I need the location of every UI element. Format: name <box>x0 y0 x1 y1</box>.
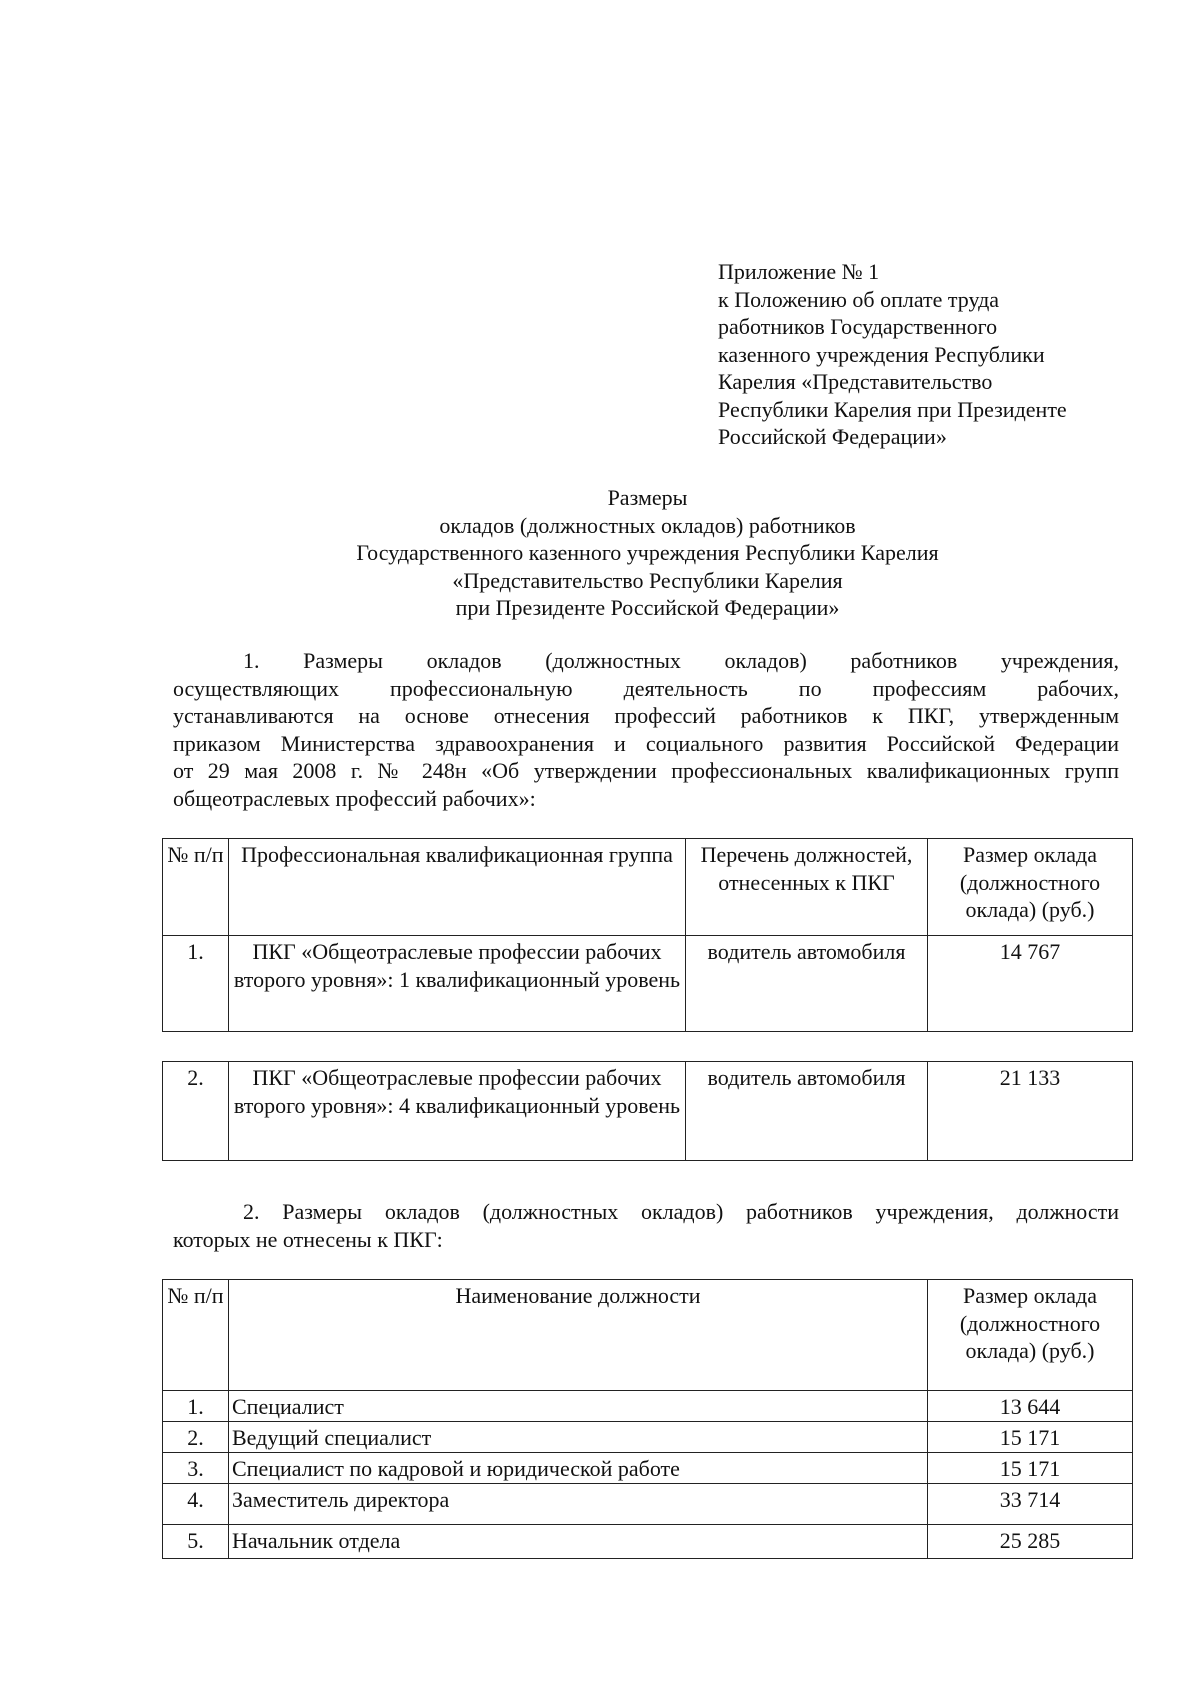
cell-name: Специалист <box>229 1391 928 1422</box>
table-row <box>163 1421 1133 1452</box>
header-name: Наименование должности <box>229 1280 928 1391</box>
header-group: Профессиональная квалификационная группа <box>229 839 686 936</box>
appendix-block <box>718 258 1138 451</box>
cell-name: Заместитель директора <box>229 1483 928 1524</box>
appendix-line: казенного учреждения Республики <box>718 341 1045 367</box>
cell-salary: 33 714 <box>928 1483 1133 1524</box>
table-row <box>163 1483 1133 1524</box>
header-salary: Размер оклада (должностного оклада) (руб.) <box>928 839 1133 936</box>
paragraph-line: приказом Министерства здравоохранения и социального развития Российской Федерации <box>173 730 1119 756</box>
cell-group: ПКГ «Общеотраслевые профессии рабочих второго уровня»: 4 квалификационный уровень <box>229 1062 686 1161</box>
table-row <box>163 936 1133 1032</box>
table-row <box>163 1062 1133 1161</box>
cell-salary: 15 171 <box>928 1421 1133 1452</box>
cell-positions: водитель автомобиля <box>686 1062 928 1161</box>
header-num: № п/п <box>163 839 229 936</box>
paragraph-line: устанавливаются на основе отнесения профессий работников к ПКГ, утвержденным <box>173 703 1119 728</box>
cell-num: 4. <box>163 1483 229 1524</box>
cell-num: 1. <box>163 936 229 1032</box>
cell-group: ПКГ «Общеотраслевые профессии рабочих второго уровня»: 1 квалификационный уровень <box>229 936 686 1032</box>
cell-name: Начальник отдела <box>229 1524 928 1558</box>
document-title <box>160 484 1135 622</box>
cell-salary: 14 767 <box>928 936 1133 1032</box>
cell-salary: 13 644 <box>928 1391 1133 1422</box>
cell-num: 2. <box>163 1062 229 1161</box>
cell-salary: 25 285 <box>928 1524 1133 1558</box>
paragraph-line: общеотраслевых профессий рабочих»: <box>173 785 536 811</box>
table-pkg-level-4 <box>162 1061 1133 1161</box>
table-pkg-level-1 <box>162 838 1133 1032</box>
cell-positions: водитель автомобиля <box>686 936 928 1032</box>
cell-num: 1. <box>163 1391 229 1422</box>
cell-salary: 15 171 <box>928 1452 1133 1483</box>
paragraph-line: которых не отнесены к ПКГ: <box>173 1226 443 1252</box>
cell-salary: 21 133 <box>928 1062 1133 1161</box>
cell-num: 3. <box>163 1452 229 1483</box>
header-salary: Размер оклада (должностного оклада) (руб.) <box>928 1280 1133 1391</box>
cell-num: 5. <box>163 1524 229 1558</box>
table-row <box>163 1391 1133 1422</box>
table-non-pkg-positions <box>162 1279 1133 1559</box>
header-positions: Перечень должностей, отнесенных к ПКГ <box>686 839 928 936</box>
cell-num: 2. <box>163 1421 229 1452</box>
table-header-row <box>163 1280 1133 1391</box>
title-line: окладов (должностных окладов) работников <box>439 512 856 538</box>
table-row <box>163 1524 1133 1558</box>
title-line: Государственного казенного учреждения Республики Карелия <box>356 540 939 565</box>
title-line: «Представительство Республики Карелия <box>452 567 843 593</box>
section-2-paragraph <box>173 1198 1119 1253</box>
appendix-line: Республики Карелия при Президенте <box>718 396 1067 422</box>
cell-name: Ведущий специалист <box>229 1421 928 1452</box>
appendix-line: Российской Федерации» <box>718 424 947 449</box>
section-1-paragraph <box>173 647 1119 812</box>
title-line: при Президенте Российской Федерации» <box>455 595 840 620</box>
appendix-line: к Положению об оплате труда <box>718 286 1000 312</box>
appendix-line: Карелия «Представительство <box>718 369 993 394</box>
title-line: Размеры <box>607 485 688 510</box>
appendix-line: работников Государственного <box>718 314 998 339</box>
table-row <box>163 1452 1133 1483</box>
cell-name: Специалист по кадровой и юридической работе <box>229 1452 928 1483</box>
paragraph-line: 2. Размеры окладов (должностных окладов) работников учреждения, должности <box>243 1199 1119 1224</box>
table-header-row <box>163 839 1133 936</box>
appendix-line: Приложение № 1 <box>718 259 880 284</box>
paragraph-line: осуществляющих профессиональную деятельность по профессиям рабочих, <box>173 675 1119 701</box>
paragraph-line: от 29 мая 2008 г. № 248н «Об утверждении профессиональных квалификационных групп <box>173 758 1119 783</box>
header-num: № п/п <box>163 1280 229 1391</box>
paragraph-line: 1. Размеры окладов (должностных окладов) работников учреждения, <box>243 648 1119 673</box>
